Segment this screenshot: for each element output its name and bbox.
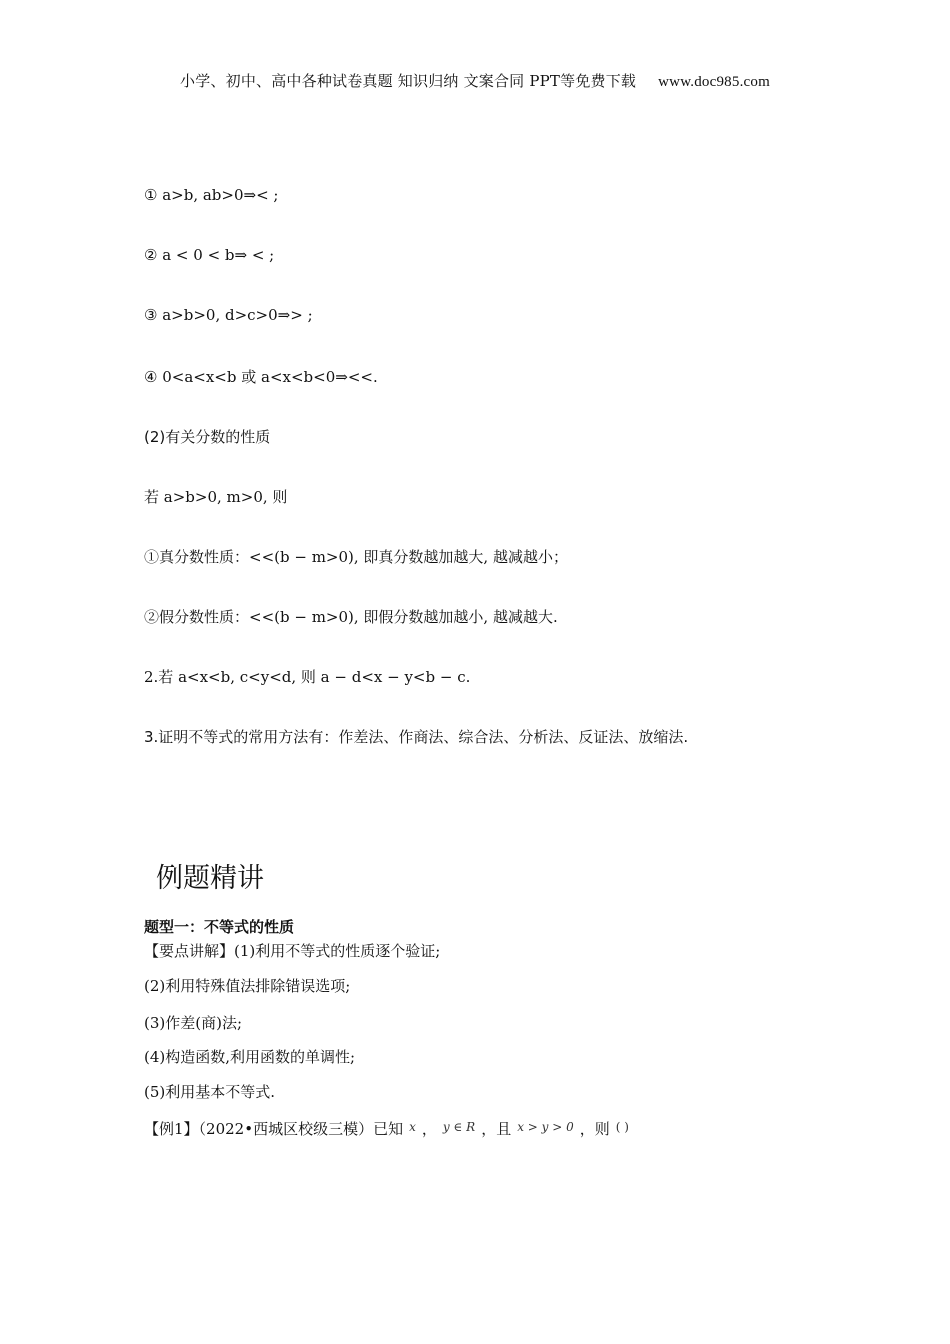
- property-line-3: ③ a>b>0, d>c>0⇒> ;: [144, 306, 313, 324]
- proper-fraction-line: ①真分数性质：<<(b − m>0), 即真分数越加越大, 越减越小；: [144, 548, 568, 566]
- type-heading: 题型一：不等式的性质: [144, 918, 295, 936]
- example-cond-1: y ∈ R: [442, 1120, 476, 1134]
- fraction-condition: 若 a>b>0, m>0, 则: [144, 488, 288, 506]
- item-2-line: 2.若 a<x<b, c<y<d, 则 a − d<x − y<b − c.: [144, 668, 471, 686]
- fraction-heading: (2)有关分数的性质: [144, 428, 271, 446]
- example-sep-2: ，且: [481, 1120, 512, 1138]
- key-point-1: 【要点讲解】(1)利用不等式的性质逐个验证;: [144, 942, 441, 960]
- answer-parentheses: ( ): [615, 1120, 629, 1134]
- example-cond-2: x > y > 0: [517, 1120, 574, 1134]
- header-text: 小学、初中、高中各种试卷真题 知识归纳 文案合同 PPT等免费下载: [180, 72, 637, 90]
- key-point-3: (3)作差(商)法;: [144, 1014, 243, 1032]
- key-point-5: (5)利用基本不等式.: [144, 1083, 276, 1101]
- property-line-4: ④ 0<a<x<b 或 a<x<b<0⇒<<.: [144, 368, 378, 386]
- property-line-2: ② a < 0 < b⇒ < ;: [144, 246, 275, 264]
- section-title: 例题精讲: [156, 863, 264, 894]
- example-sep-3: ，则: [579, 1120, 610, 1138]
- page-header: [0, 70, 950, 91]
- item-3-line: 3.证明不等式的常用方法有：作差法、作商法、综合法、分析法、反证法、放缩法.: [144, 728, 689, 746]
- header-site: www.doc985.com: [658, 74, 770, 90]
- key-point-2: (2)利用特殊值法排除错误选项;: [144, 977, 351, 995]
- property-line-1: ① a>b, ab>0⇒< ;: [144, 186, 279, 204]
- improper-fraction-line: ②假分数性质：<<(b − m>0), 即假分数越加越小, 越减越大.: [144, 608, 558, 626]
- key-point-4: (4)构造函数,利用函数的单调性;: [144, 1048, 356, 1066]
- example-1-line: [144, 1118, 635, 1139]
- example-var-x: x: [409, 1120, 416, 1134]
- example-source: （2022•西城区校级三模）已知: [198, 1120, 404, 1138]
- example-sep-1: ，: [421, 1120, 437, 1138]
- example-label: 【例1】: [144, 1120, 199, 1138]
